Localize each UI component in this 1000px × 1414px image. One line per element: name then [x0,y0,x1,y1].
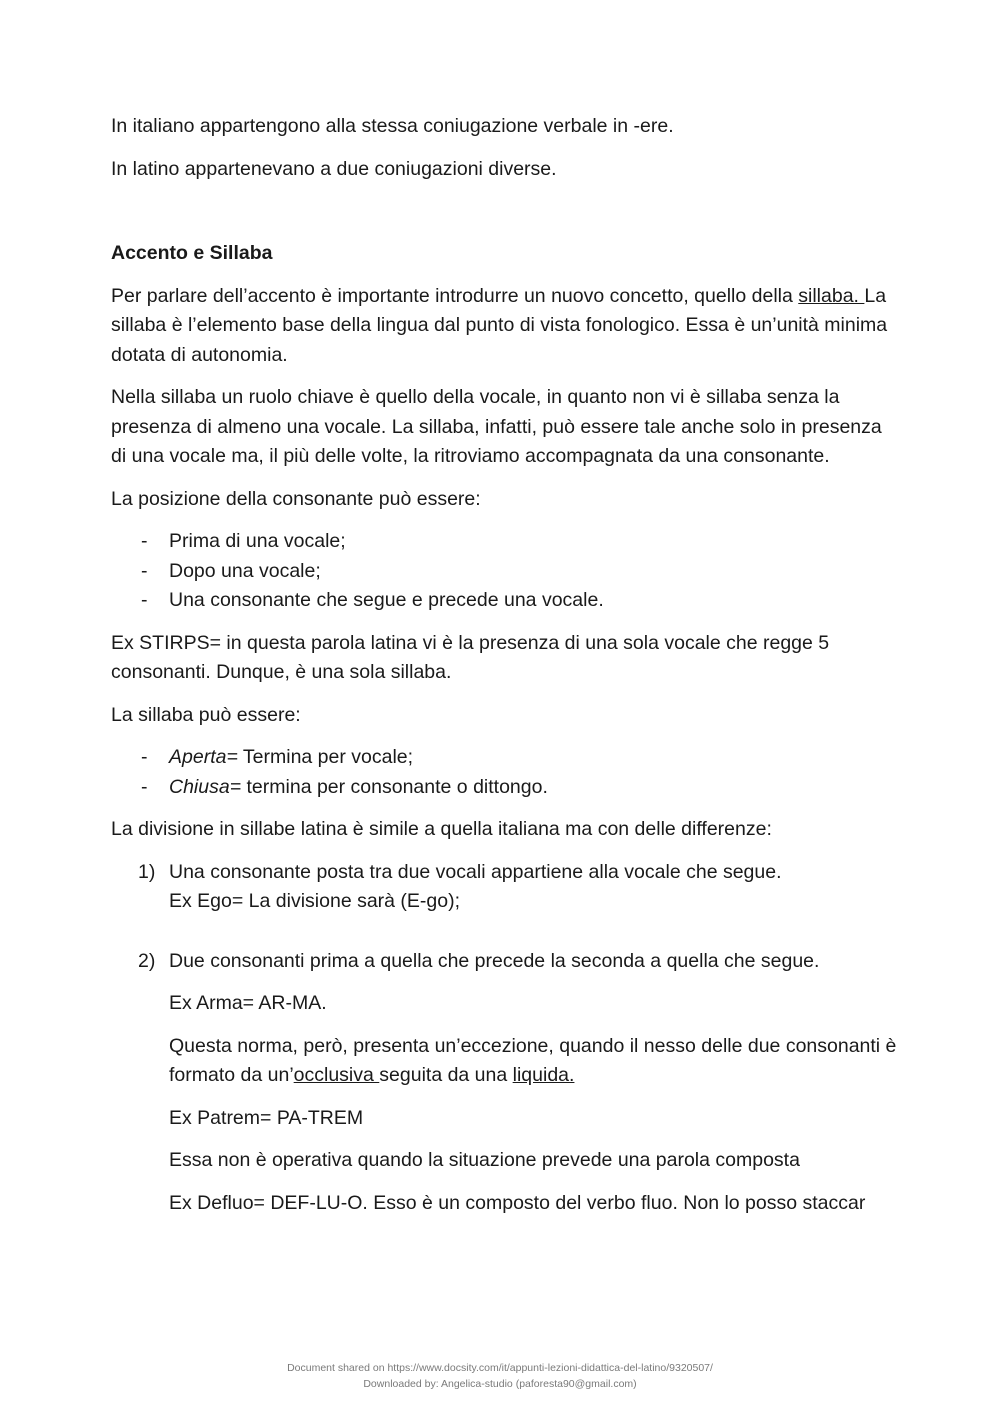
rule-example: Ex Defluo= DEF-LU-O. Esso è un composto del verbo fluo. Non lo posso staccar [169,1191,866,1214]
rule-example: Ex Arma= AR-MA. [169,992,327,1014]
list-item [111,773,901,803]
underlined-term-occlusiva: occlusiva [293,1064,380,1086]
list-item-text: Una consonante che segue e precede una vocale. [169,589,604,611]
dash-marker: - [141,775,148,798]
rule-item-2 [111,947,901,1219]
list-item-text: termina per consonante o dittongo. [241,775,548,798]
footer-download-line: Downloaded by: Angelica-studio (paforesta90@gmail.com) [363,1378,637,1390]
term-aperta: Aperta= [169,746,238,768]
dash-marker: - [141,589,148,611]
document-page [111,112,901,1231]
number-marker: 1) [138,860,156,883]
list-item-text: Termina per vocale; [237,746,414,768]
list-item-text: Dopo una vocale; [169,559,321,582]
rule-text: Una consonante posta tra due vocali appartiene alla vocale che segue. [169,860,782,883]
list-item-text: Prima di una vocale; [169,530,346,552]
list-item [111,557,901,587]
dash-marker: - [141,746,148,768]
rule-example: Ex Patrem= PA-TREM [169,1106,364,1129]
text-fragment: La sillaba è l’elemento base della lingua dal punto di vista fonologico. Essa è un’unità minima dotata di autonomia. [111,284,888,366]
underlined-term-liquida: liquida. [512,1064,575,1086]
number-marker: 2) [138,949,156,972]
page-footer [0,1360,1000,1392]
footer-source-line: Document shared on https://www.docsity.com/it/appunti-lezioni-didattica-del-latino/9320507/ [287,1362,713,1374]
vowel-role-paragraph: Nella sillaba un ruolo chiave è quello della vocale, in quanto non vi è sillaba senza la presenza di almeno una vocale. La sillaba, infatti, può essere tale anche solo in presenza di una vocale ma, il più delle volte, la ritroviamo accompagnata da una consonante. [111,386,882,467]
syllable-types-intro: La sillaba può essere: [111,703,301,726]
dash-marker: - [141,530,148,552]
syllable-definition-paragraph [111,282,901,371]
text-fragment: seguita da una [379,1064,513,1086]
intro-paragraph-2: In latino appartenevano a due coniugazioni diverse. [111,157,557,180]
rule-example: Ex Ego= La divisione sarà (E-go); [169,890,461,912]
underlined-term-sillaba: sillaba. [798,284,865,307]
division-rules-list [111,858,901,1219]
rule-text: Due consonanti prima a quella che precede la seconda a quella che segue. [169,949,820,972]
intro-paragraph-1: In italiano appartengono alla stessa coniugazione verbale in -ere. [111,115,674,137]
list-item [111,586,901,616]
section-heading: Accento e Sillaba [111,242,273,264]
rule-item-1 [111,858,901,917]
term-chiusa: Chiusa= [169,775,242,798]
division-intro-paragraph: La divisione in sillabe latina è simile a quella italiana ma con delle differenze: [111,818,772,840]
text-fragment: Questa norma, però, presenta un’eccezione, quando il nesso delle due consonanti è formato da un’ [169,1034,897,1086]
syllable-types-list [111,743,901,802]
dash-marker: - [141,559,148,582]
consonant-position-intro: La posizione della consonante può essere: [111,487,481,510]
consonant-position-list [111,527,901,616]
list-item [111,527,901,557]
composite-note: Essa non è operativa quando la situazione prevede una parola composta [169,1149,800,1171]
list-item [111,743,901,773]
text-fragment: Per parlare dell’accento è importante introdurre un nuovo concetto, quello della [111,284,799,307]
stirps-example-paragraph: Ex STIRPS= in questa parola latina vi è la presenza di una sola vocale che regge 5 consonanti. Dunque, è una sola sillaba. [111,631,830,683]
exception-paragraph [169,1032,901,1091]
